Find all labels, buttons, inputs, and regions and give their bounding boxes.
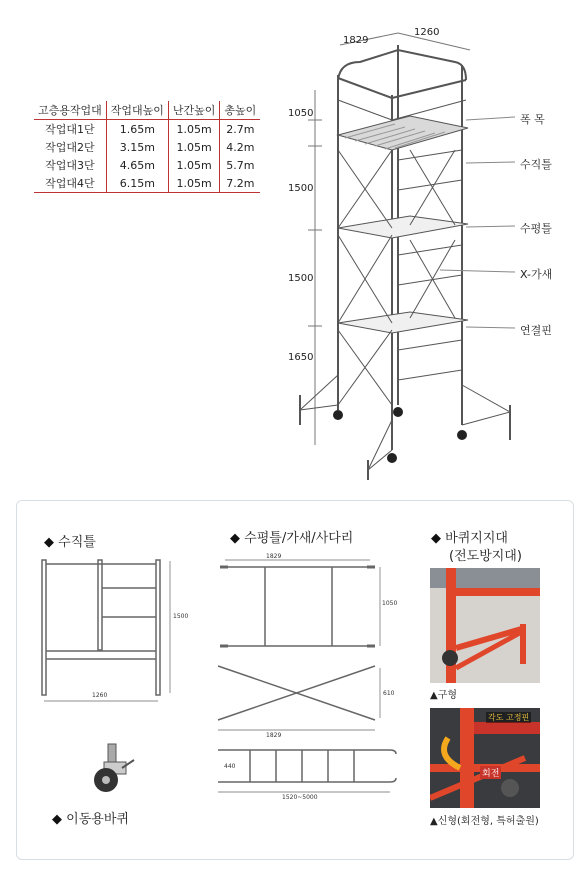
callout-toe-board: 폭 목 xyxy=(520,113,545,126)
tower-width-dimension: 1260 xyxy=(414,27,440,38)
ladder-width-dimension: 1520~5000 xyxy=(282,794,318,801)
tower-depth-dimension: 1829 xyxy=(343,35,369,46)
table-cell: 4.2m xyxy=(220,138,260,156)
diamond-bullet-icon: ◆ xyxy=(52,812,62,827)
outrigger-new-caption: ▲신형(회전형, 특허출원) xyxy=(430,816,539,827)
outrigger-old-caption: ▲구형 xyxy=(430,690,458,701)
table-cell: 작업대3단 xyxy=(45,159,95,172)
table-cell: 6.15m xyxy=(106,174,168,193)
height-dimension-level-1: 1650 xyxy=(288,352,314,363)
table-cell: 1.05m xyxy=(168,174,220,193)
caster-wheel-drawing xyxy=(82,740,142,800)
horizontal-parts-drawing xyxy=(210,552,410,802)
table-cell: 4.65m xyxy=(106,156,168,174)
vertical-frame-heading xyxy=(44,531,96,550)
horizontal-frame-height-dimension: 1050 xyxy=(382,600,398,607)
table-header: 총높이 xyxy=(220,101,260,120)
horizontal-frame-width-dimension: 1829 xyxy=(266,553,282,560)
diamond-bullet-icon: ◆ xyxy=(431,531,441,546)
angle-lock-pin-label: 각도 고정핀 xyxy=(488,713,530,722)
rotate-label: 회전 xyxy=(480,766,501,779)
outrigger-title-line1: 바퀴지지대 xyxy=(445,531,508,546)
callout-vertical-frame: 수직틀 xyxy=(520,158,552,171)
table-header: 작업대높이 xyxy=(106,101,168,120)
table-cell: 1.05m xyxy=(168,156,220,174)
table-cell: 1.05m xyxy=(168,120,220,139)
table-cell: 작업대4단 xyxy=(34,174,106,193)
table-header: 난간높이 xyxy=(168,101,220,120)
vertical-frame-title: 수직틀 xyxy=(58,535,96,550)
diamond-bullet-icon: ◆ xyxy=(230,531,240,546)
caster-wheel-title: 이동용바퀴 xyxy=(66,812,129,827)
outrigger-old-photo xyxy=(430,568,540,683)
table-cell: 7.2m xyxy=(220,174,260,193)
vertical-frame-width-dimension: 1260 xyxy=(92,692,108,699)
height-dimension-level-2: 1500 xyxy=(288,273,314,284)
height-dimension-level-3: 1500 xyxy=(288,183,314,194)
outrigger-new-photo xyxy=(430,708,540,808)
table-cell: 1.65m xyxy=(106,120,168,139)
x-brace-height-dimension: 610 xyxy=(383,690,395,697)
ladder-height-dimension: 440 xyxy=(224,763,236,770)
vertical-frame-height-dimension: 1500 xyxy=(173,613,189,620)
table-cell: 작업대1단 xyxy=(45,123,95,136)
table-cell: 3.15m xyxy=(106,138,168,156)
callout-connecting-pin: 연결핀 xyxy=(520,324,552,337)
outrigger-subtitle: (전도방지대) xyxy=(449,549,522,564)
outrigger-heading xyxy=(431,527,508,546)
x-brace-width-dimension: 1829 xyxy=(266,732,282,739)
table-cell: 5.7m xyxy=(220,156,260,174)
table-cell: 작업대2단 xyxy=(45,141,95,154)
table-header: 고층용작업대 xyxy=(34,101,106,120)
horizontal-parts-title: 수평틀/가새/사다리 xyxy=(244,531,354,546)
caster-wheel-heading xyxy=(52,808,129,827)
horizontal-parts-heading xyxy=(230,527,353,546)
table-cell: 2.7m xyxy=(220,120,260,139)
callout-x-brace: X-가새 xyxy=(520,268,553,281)
height-dimension-guardrail: 1050 xyxy=(288,108,314,119)
vertical-frame-drawing xyxy=(36,555,196,705)
diamond-bullet-icon: ◆ xyxy=(44,535,54,550)
callout-horizontal-frame: 수평틀 xyxy=(520,222,552,235)
table-cell: 1.05m xyxy=(168,138,220,156)
